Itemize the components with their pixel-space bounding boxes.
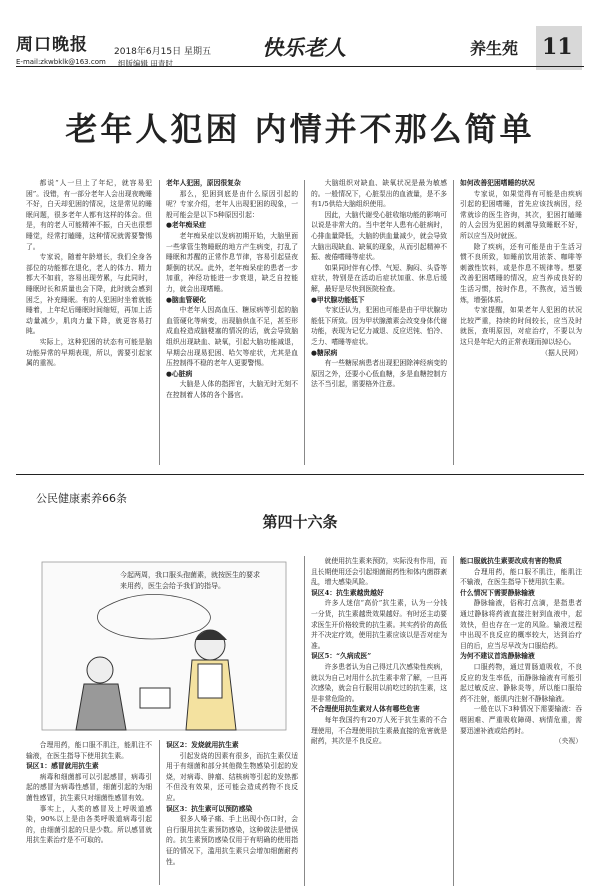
page-number: 11	[542, 34, 573, 60]
column-divider	[453, 180, 454, 465]
article-source: （据人民网）	[541, 348, 582, 357]
subheading: 什么情况下需要静脉输液	[460, 588, 535, 597]
paragraph: 许多人迷信“高价”抗生素，认为一分钱一分货，抗生素越贵效果越好。有时还主动要求医生开价格较贵的抗生素。其实药价的高低并不决定疗效，使用抗生素应该以是否对症为准。	[311, 599, 447, 650]
paragraph: 病毒和细菌都可以引起感冒，病毒引起的感冒为病毒性感冒，细菌引起的为细菌性感冒，抗生素只对细菌性感冒有效。	[26, 772, 152, 802]
column-name: 养生苑	[470, 39, 519, 58]
header-rule	[16, 66, 584, 67]
paragraph: 除了疾病，还有可能是由于生活习惯不良所致，如睡前饮用浓茶、咖啡等刺激性饮料，或是作息不规律等。想要改善犯困嗜睡的情况，应当养成良好的生活习惯，按时作息，不熬夜，适当锻炼，增强体质。	[460, 242, 582, 304]
subheading: ●甲状腺功能低下	[311, 295, 365, 304]
subheading: 老年人犯困，原因很复杂	[166, 179, 241, 187]
subheading: 误区5：“久病成医”	[311, 652, 372, 661]
paragraph: 合理用药，能口服不肌注，能肌注不输液，在医生指导下使用抗生素。	[460, 567, 582, 587]
subheading: 误区4：抗生素越贵越好	[311, 588, 384, 597]
paragraph: 专家提醒，如果老年人犯困的状况比较严重，持续的时间较长，应当及时就医，查明原因，对症治疗，不要以为这只是年纪大的正常表现而掉以轻心。	[460, 306, 582, 346]
paragraph: 那么，犯困到底是由什么原因引起的呢？专家介绍，老年人出现犯困的现象，一般可能会是以下5种原因引起：	[166, 189, 298, 219]
paragraph: 静脉输液，俗称打点滴，是指患者通过静脉将药液直接注射到血液中，起效快，但也存在一定的风险。输液过程中出现不良反应的概率较大，达到治疗目的后，应当尽早改为口服给药。	[460, 599, 582, 650]
email-line: E-mail:zkwbklk@163.com	[16, 58, 106, 66]
paragraph: 合理用药，能口服不肌注，能肌注不输液，在医生指导下使用抗生素。	[26, 741, 152, 760]
paragraph: 实际上，这种犯困的状态有可能是脑功能异常的早期表现，所以，需要引起家属的重视。	[26, 337, 152, 368]
subheading: ●脑血管硬化	[166, 295, 206, 304]
paragraph: 每年我国约有20万人死于抗生素的不合理使用，不合理使用抗生素最直接的危害就是耐药，其次是不良反应。	[311, 715, 447, 746]
paragraph: 很多人嗓子痛、手上出现小伤口时，会自行服用抗生素预防感染，这种做法是错误的。抗生素预防感染仅用于有明确的使用指征的情况下，滥用抗生素只会增加细菌耐药性。	[166, 815, 298, 866]
lower-column-3	[311, 556, 447, 886]
lower-section-title: 第四十六条	[262, 513, 338, 531]
lower-column-4	[460, 556, 582, 886]
subheading: ●糖尿病	[311, 348, 338, 357]
article-headline: 老年人犯困 内情并不那么简单	[65, 110, 535, 148]
lower-column-1	[26, 740, 152, 885]
section-rule	[16, 474, 584, 475]
paragraph: 大脑组织对缺血、缺氧状况是最为敏感的。一般情况下，心脏泵出的血液量，是不多有1/5供给大脑组织使用。	[311, 179, 447, 209]
paragraph: 专家说，如果觉得有可能是由疾病引起的犯困嗜睡，首先应该找病因，经常就诊的医生咨询，其次，犯困打瞌睡的人会因为犯困的刺激导致睡眠不好，所以应当及时就医。	[460, 189, 582, 240]
subheading: 不合理使用抗生素对人体有哪些危害	[311, 705, 420, 714]
paragraph: 有一些糖尿病患者出现犯困除神经病变的原因之外，还要小心低血糖，多是血糖控制方法不当引起，需要格外注意。	[311, 359, 447, 389]
paragraph: 因此，大脑代谢受心脏收缩功能的影响可以说是非常大的。当中老年人患有心脏病时，心排血量降低，大脑的供血量减少，就会导致大脑出现缺血、缺氧的现象，从而引起精神不振、疲倦嗜睡等症状。	[311, 210, 447, 262]
paragraph: 就使用抗生素来预防，实际没有作用，而且长期使用还会引起细菌耐药性和体内菌群紊乱，增大感染风险。	[311, 557, 447, 587]
column-divider	[304, 180, 305, 465]
paragraph: 都说“人一旦上了年纪，就容易犯困”。没错，有一部分老年人会出现夜晚睡不好，白天却犯困的情况，这是常见的睡眠问题，很多老年人都有这样的体会。但是，有的老人可能精神不振，白天也很想睡觉，经常打瞌睡，这种情况就需要警惕了。	[26, 179, 152, 251]
subheading: 误区2：发烧就用抗生素	[166, 741, 239, 749]
masthead-logo: 周口晚报	[16, 35, 88, 55]
subheading: 误区3：抗生素可以预防感染	[166, 804, 253, 813]
lower-section-heading: 公民健康素养66条	[36, 492, 127, 505]
article-column-4	[460, 178, 582, 468]
paragraph: 老年痴呆症以发病初期开始，大脑里面一些掌管生物睡眠的地方产生病变，打乱了睡眠和苏醒的正常作息节律，容易引起昼夜颠倒的状况。此外，老年痴呆症的患者一步加重，神经功能进一步衰退，缺乏自控能力，就会出现嗜睡。	[166, 231, 298, 293]
article-column-2	[166, 178, 298, 468]
article-source: （央视）	[554, 737, 582, 746]
lower-column-2	[166, 740, 298, 885]
date-line: 2018年6月15日 星期五	[114, 47, 211, 57]
column-divider	[159, 740, 160, 885]
paragraph: 如果同时伴有心悸、气短、胸闷、头昏等症状，特别是在活动后症状加重、休息后缓解，最好是尽快到医院检查。	[311, 263, 447, 293]
subheading: ●心脏病	[166, 369, 193, 378]
section-title: 快乐老人	[262, 35, 346, 60]
article-column-3	[311, 178, 447, 468]
subheading: 为何不建议首选静脉输液	[460, 652, 535, 661]
subheading: 误区1：感冒就用抗生素	[26, 762, 99, 771]
subheading: ●老年痴呆症	[166, 221, 206, 230]
paragraph: 专家还认为，犯困也可能是由于甲状腺功能低下所致。因为甲状腺激素会改变身体代谢功能，表现为记忆力减退、反应迟钝、怕冷、乏力、嗜睡等症状。	[311, 306, 447, 346]
paragraph: 口服药物，通过胃肠道吸收，不良反应的发生率低，而静脉输液有可能引起过敏反应、静脉炎等，所以能口服给药不注射，能肌内注射不静脉输液。	[460, 662, 582, 703]
article-column-1	[26, 178, 152, 468]
paragraph: 事实上，人类的感冒及上呼吸道感染，90%以上是由各类呼吸道病毒引起的，由细菌引起的只是少数。所以感冒就用抗生素治疗是不可取的。	[26, 804, 152, 845]
paragraph: 中老年人因高血压、糖尿病等引起的脑血管硬化等病变，出现脑供血不足，甚至形成血栓造成脑梗塞的情况的话，就会导致脑组织出现缺血、缺氧，引起大脑功能减退，早期会出现易犯困、哈欠等症状，尤其是血压控制得不稳的老年人更要警惕。	[166, 306, 298, 368]
paragraph: 一般在以下3种情况下需要输液：吞咽困难、严重吸收障碍、病情危重，需要迅速补液或给药时。	[460, 705, 582, 735]
column-divider	[159, 180, 160, 465]
subheading: 如何改善犯困嗜睡的状况	[460, 179, 535, 187]
paragraph: 专家说，随着年龄增长，我们全身各部位的功能都在退化，老人的体力、精力都大不如前，容易出现劳累，与此同时，睡眠时长和质量也会下降，此时就会感到困乏，补充睡眠。有的人犯困时坐着就能睡着，上年纪后睡眠时间缩短，再加上活动量减少，肌肉力量下降，就更容易打盹。	[26, 253, 152, 336]
editor-line: 组版编辑 田青时	[118, 59, 173, 68]
paragraph: 引起发烧的因素有很多，而抗生素仅适用于有细菌和部分其他微生物感染引起的发烧，对病毒、肿瘤、结核病等引起的发热都不但没有效果，还可能会造成药物不良反应。	[166, 751, 298, 802]
illustration-caption: 今起两周，我口服头孢菌素，就按医生的要求来用药，医生会给予我们的指导。	[120, 571, 260, 590]
subheading: 能口服就抗生素要改成有害的物质	[460, 557, 562, 565]
column-divider	[453, 556, 454, 886]
paragraph: 许多患者认为自己得过几次感染性疾病，就以为自己对用什么抗生素非常了解，一旦再次感染，就会自行服用以前吃过的抗生素，这是非常危险的。	[311, 662, 447, 703]
column-divider	[304, 556, 305, 886]
paragraph: 大脑是人体的指挥官，大脑无时无刻不在控制着人体的各个器官。	[166, 380, 298, 399]
